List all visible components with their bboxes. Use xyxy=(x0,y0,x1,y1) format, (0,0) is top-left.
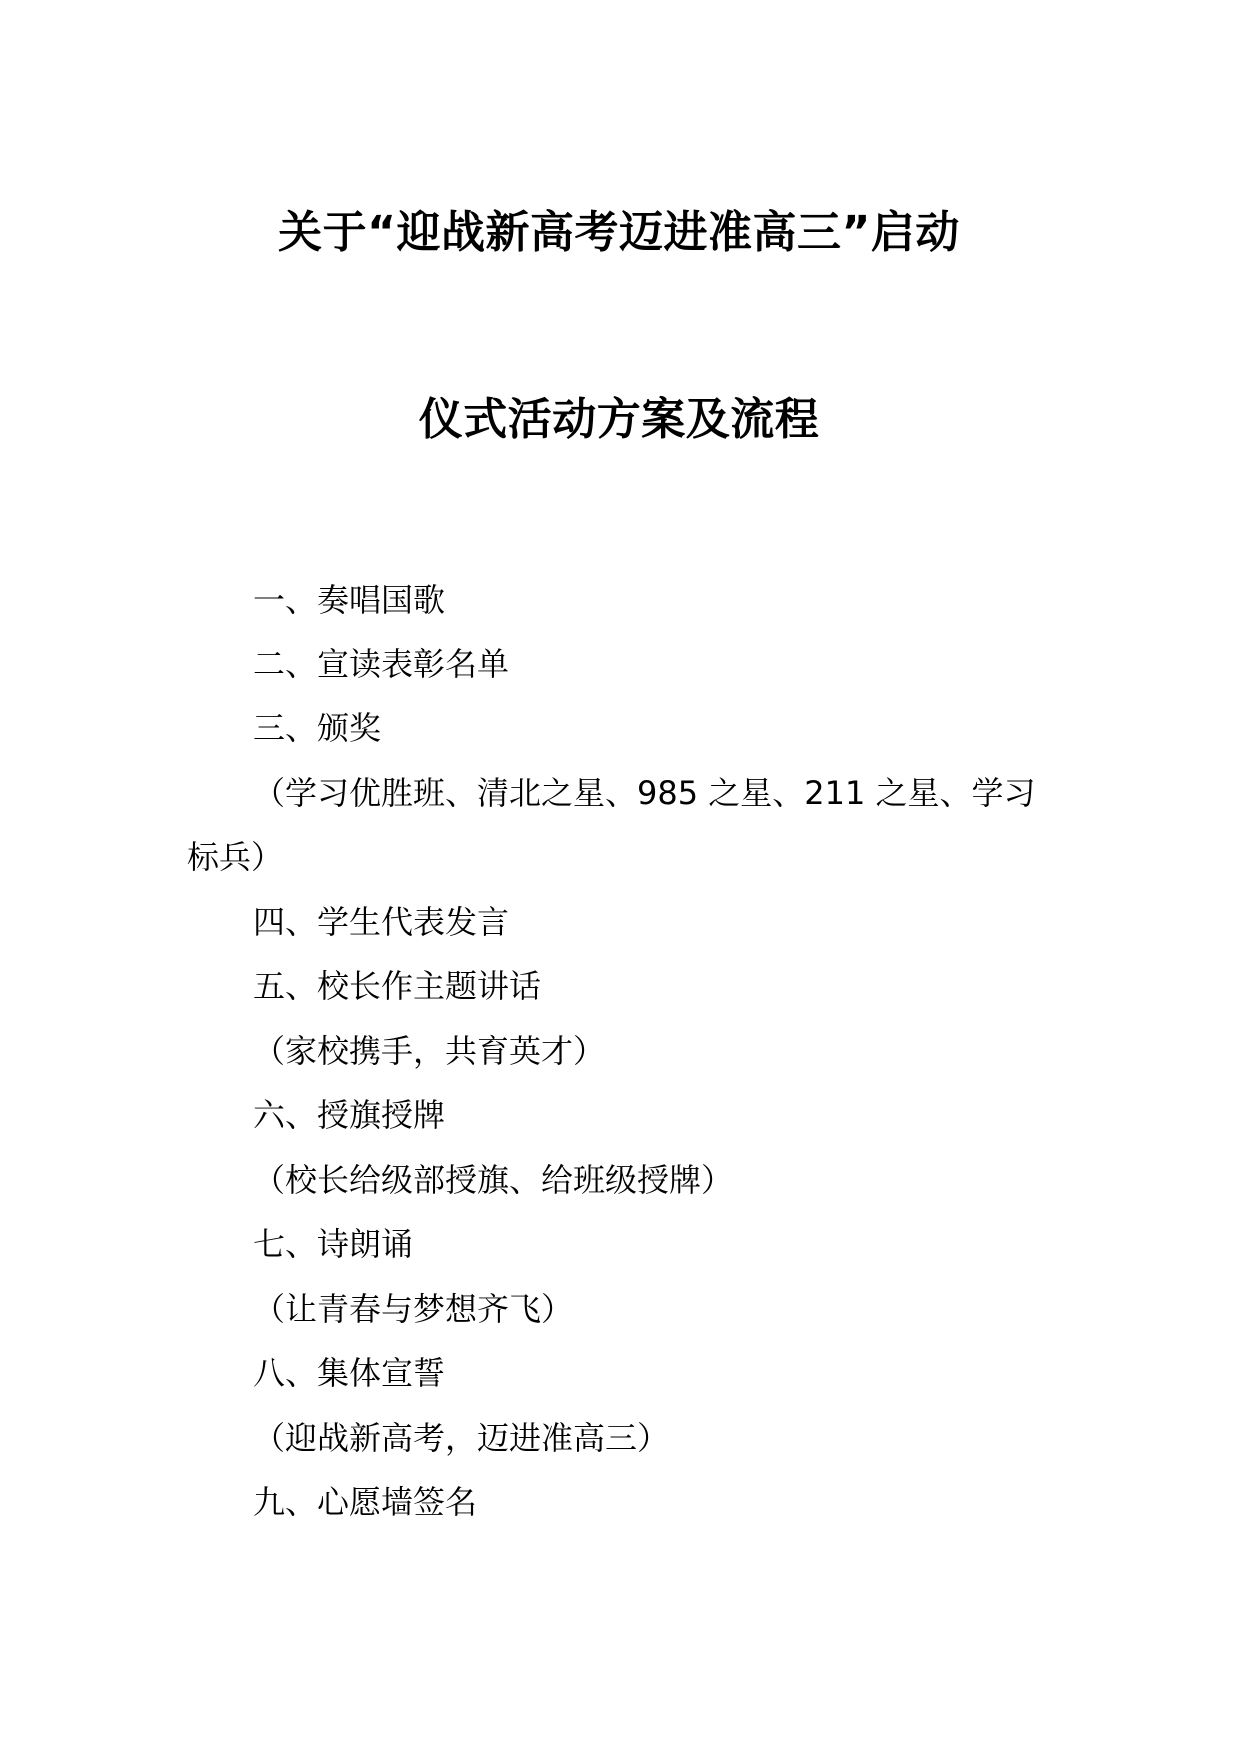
program-item-7: 七、诗朗诵 xyxy=(253,1225,414,1263)
program-item-3-detail: （学习优胜班、清北之星、985 之星、211 之星、学习 xyxy=(253,774,1036,812)
program-item-5-detail: （家校携手，共育英才） xyxy=(253,1032,606,1070)
program-item-3-detail-continued: 标兵） xyxy=(187,838,284,876)
program-item-8-detail: （迎战新高考，迈进准高三） xyxy=(253,1419,670,1457)
program-item-6: 六、授旗授牌 xyxy=(253,1096,446,1134)
program-item-5: 五、校长作主题讲话 xyxy=(253,967,542,1005)
program-item-3: 三、颁奖 xyxy=(253,709,382,747)
document-title-line-2: 仪式活动方案及流程 xyxy=(418,394,820,445)
program-item-8: 八、集体宣誓 xyxy=(253,1354,446,1392)
document-title-line-1: 关于“迎战新高考迈进准高三”启动 xyxy=(278,207,960,258)
program-item-4: 四、学生代表发言 xyxy=(253,903,510,941)
program-item-6-detail: （校长给级部授旗、给班级授牌） xyxy=(253,1161,734,1199)
program-item-9: 九、心愿墙签名 xyxy=(253,1483,478,1521)
program-item-7-detail: （让青春与梦想齐飞） xyxy=(253,1290,574,1328)
program-item-2: 二、宣读表彰名单 xyxy=(253,645,510,683)
program-item-1: 一、奏唱国歌 xyxy=(253,581,446,619)
